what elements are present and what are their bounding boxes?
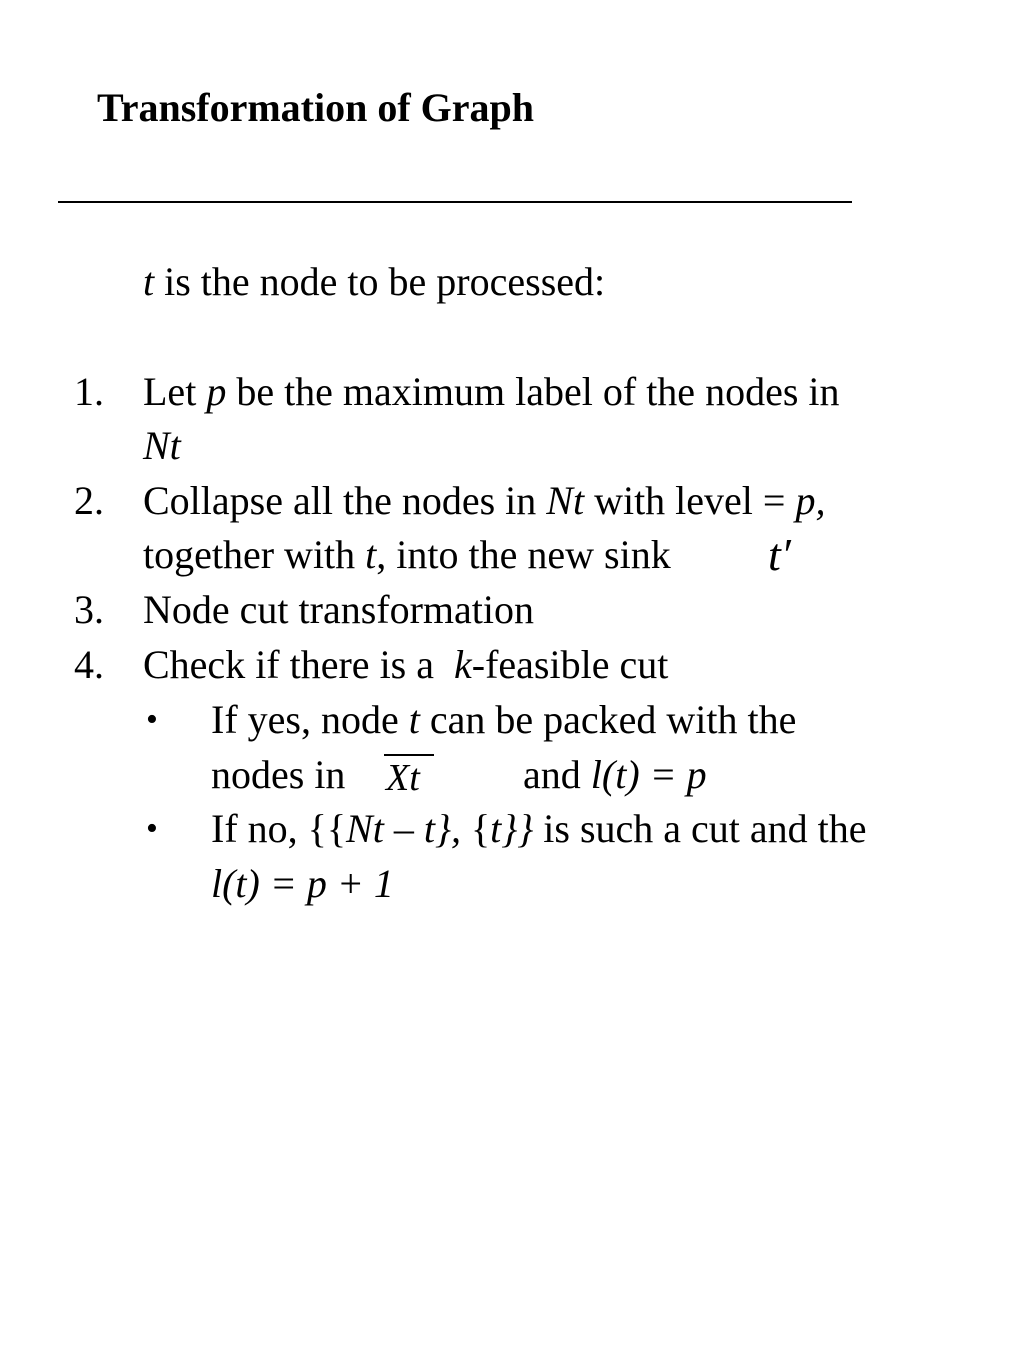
bullet-1-line-2b (523, 751, 707, 799)
bullet-1-text-a: If yes, node (211, 697, 409, 742)
step-2-text-e: , into the new sink (376, 532, 671, 577)
step-4-text-c: -feasible cut (471, 642, 669, 687)
step-4-number: 4. (74, 642, 104, 687)
step-4-line-1 (143, 641, 668, 689)
step-1-text-c: be the maximum label of the nodes in (226, 369, 840, 414)
step-2-var-nt: Nt (546, 478, 585, 523)
step-2-text-c: with level = (584, 478, 796, 523)
x-t-text: Xt (386, 757, 420, 799)
step-1-var-p: p (206, 369, 227, 414)
bullet-2-text-a: If no, {{ (211, 806, 347, 851)
step-1-var-nt: Nt (143, 423, 181, 468)
bullet-1-text-c: can be packed with the (419, 697, 797, 742)
bullet-2-text-c: { (460, 806, 491, 851)
bullet-1-var-t: t (408, 697, 420, 742)
step-2-line-1 (143, 477, 825, 525)
title-divider (58, 201, 852, 203)
bullet-2-formula: l(t) = p + 1 (211, 861, 394, 906)
bullet-1-formula: l(t) = p (590, 752, 707, 797)
step-2-text-d: together with (143, 532, 366, 577)
t-prime-symbol: t′ (768, 529, 791, 580)
intro-var: t (143, 259, 155, 304)
step-2-var-t: t (365, 532, 377, 577)
bullet-2-text-e: is such a cut and the (533, 806, 867, 851)
step-1-line-2 (143, 422, 181, 470)
bullet-1-line-2a: nodes in (211, 752, 346, 797)
step-2-line-2 (143, 531, 671, 579)
bullet-2-var-b: t}} (490, 806, 534, 851)
step-2-var-p: p, (795, 478, 826, 523)
step-3-number: 3. (74, 587, 104, 632)
step-1-text-a: Let (143, 369, 207, 414)
step-4-var-k: k (454, 642, 472, 687)
step-2-number: 2. (74, 478, 104, 523)
x-t-bar-symbol (384, 750, 436, 800)
step-1-number: 1. (74, 369, 104, 414)
intro-line (143, 258, 605, 306)
bullet-2-marker: • (146, 810, 158, 847)
intro-text: is the node to be processed: (154, 259, 606, 304)
bullet-2-line-1 (211, 805, 867, 853)
bullet-1-line-1 (211, 696, 796, 744)
bullet-2-line-2 (211, 860, 394, 908)
step-4-text-a: Check if there is a (143, 642, 454, 687)
step-2-text-a: Collapse all the nodes in (143, 478, 547, 523)
bullet-1-text-and: and (523, 752, 591, 797)
bullet-2-var-a: Nt – t}, (346, 806, 461, 851)
step-3-line-1: Node cut transformation (143, 587, 534, 632)
bullet-1-marker: • (146, 701, 158, 738)
slide-title: Transformation of Graph (97, 85, 535, 130)
step-1-line-1 (143, 368, 840, 416)
